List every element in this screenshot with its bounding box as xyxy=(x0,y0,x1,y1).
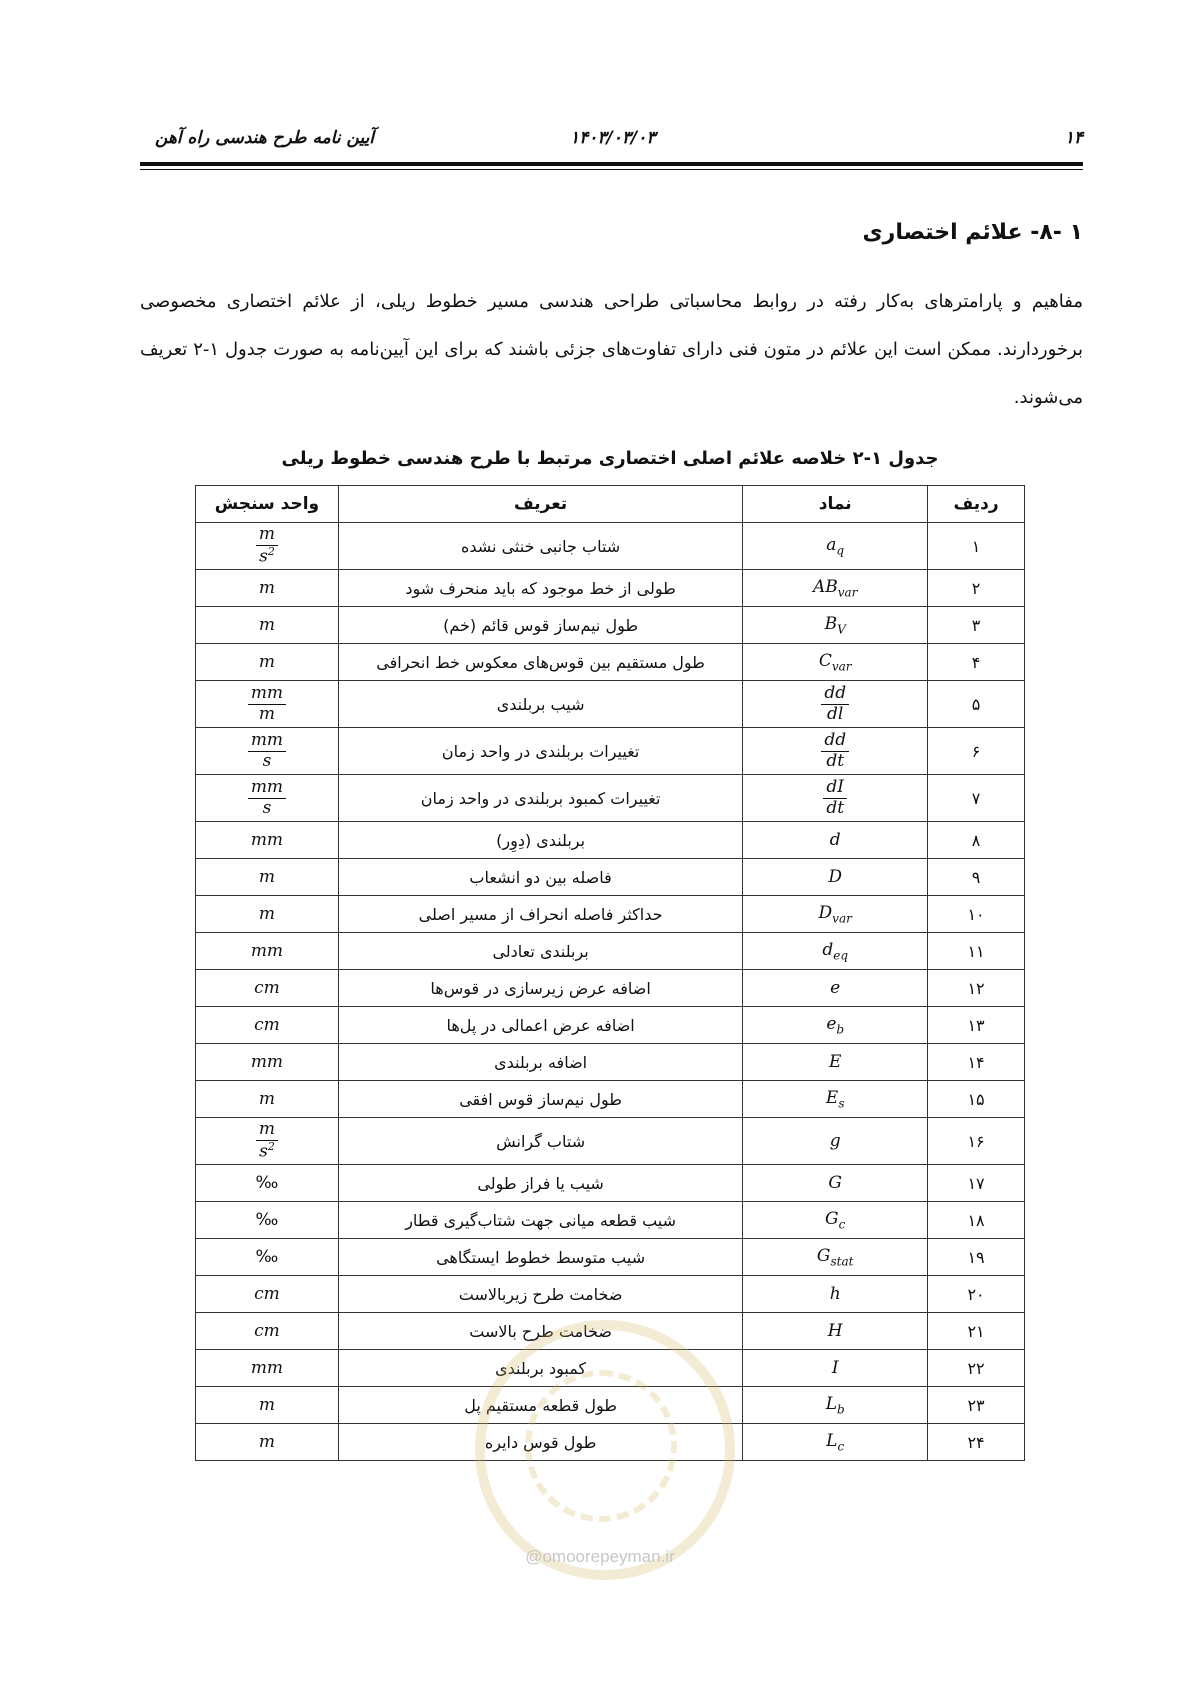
definition-cell: کمبود بربلندی xyxy=(338,1350,742,1387)
definition-cell: شیب قطعه میانی جهت شتاب‌گیری قطار xyxy=(338,1202,742,1239)
symbol-numerator: dI xyxy=(823,778,847,799)
definition-cell: اضافه عرض اعمالی در پل‌ها xyxy=(338,1007,742,1044)
symbols-table xyxy=(195,485,1025,1461)
symbol-cell xyxy=(743,1081,928,1118)
unit-cell xyxy=(196,644,339,681)
table-row xyxy=(196,644,1025,681)
symbol-base: d xyxy=(822,939,834,960)
header-rule-thick xyxy=(140,162,1083,166)
page-number: ۱۴ xyxy=(1064,128,1083,148)
symbol-cell xyxy=(743,775,928,822)
unit-cell xyxy=(196,896,339,933)
unit-cell xyxy=(196,1202,339,1239)
symbol-cell xyxy=(743,1044,928,1081)
unit-numerator: mm xyxy=(248,731,286,752)
row-number: ۱۶ xyxy=(928,1118,1025,1165)
row-number: ۱۰ xyxy=(928,896,1025,933)
symbol-cell xyxy=(743,607,928,644)
header-rule-thin xyxy=(140,169,1083,170)
row-number: ۲۴ xyxy=(928,1424,1025,1461)
symbol-fraction xyxy=(821,684,849,724)
row-number: ۷ xyxy=(928,775,1025,822)
watermark-url: @omoorepeyman.ir xyxy=(525,1547,675,1566)
symbol-cell xyxy=(743,1350,928,1387)
row-number: ۱۵ xyxy=(928,1081,1025,1118)
definition-cell: ضخامت طرح زیربالاست xyxy=(338,1276,742,1313)
row-number: ۲۳ xyxy=(928,1387,1025,1424)
symbol-subscript: b xyxy=(836,1022,845,1037)
symbol-base: C xyxy=(818,650,832,671)
unit-value: m xyxy=(258,578,275,598)
unit-numerator: mm xyxy=(248,778,286,799)
symbol-cell xyxy=(743,859,928,896)
definition-cell: طول نیم‌ساز قوس افقی xyxy=(338,1081,742,1118)
definition-cell: طول نیم‌ساز قوس قائم (خم) xyxy=(338,607,742,644)
symbol-subscript: eq xyxy=(833,948,849,963)
definition-cell: تغییرات کمبود بربلندی در واحد زمان xyxy=(338,775,742,822)
symbol-cell xyxy=(743,970,928,1007)
row-number: ۵ xyxy=(928,681,1025,728)
unit-value: m xyxy=(258,904,275,924)
definition-cell: فاصله بین دو انشعاب xyxy=(338,859,742,896)
definition-cell: حداکثر فاصله انحراف از مسیر اصلی xyxy=(338,896,742,933)
row-number: ۱ xyxy=(928,523,1025,570)
symbol-cell xyxy=(743,896,928,933)
symbol-base: e xyxy=(826,1013,837,1034)
symbol-subscript: var xyxy=(831,659,852,674)
symbol-cell xyxy=(743,681,928,728)
unit-value: ‰ xyxy=(255,1210,279,1230)
table-row xyxy=(196,728,1025,775)
unit-cell xyxy=(196,822,339,859)
unit-value: m xyxy=(258,652,275,672)
unit-cell xyxy=(196,681,339,728)
table-row xyxy=(196,822,1025,859)
table-row xyxy=(196,1202,1025,1239)
symbol-numerator: dd xyxy=(821,731,849,752)
unit-value: cm xyxy=(254,1015,280,1035)
row-number: ۱۱ xyxy=(928,933,1025,970)
table-row xyxy=(196,933,1025,970)
unit-value: cm xyxy=(254,1284,280,1304)
definition-cell: طول مستقیم بین قوس‌های معکوس خط انحرافی xyxy=(338,644,742,681)
unit-value: mm xyxy=(250,941,284,961)
symbol-base: G xyxy=(828,1173,842,1193)
symbol-cell xyxy=(743,1007,928,1044)
unit-fraction xyxy=(256,1120,278,1162)
symbol-base: e xyxy=(830,978,841,998)
unit-cell xyxy=(196,1350,339,1387)
definition-cell: شیب متوسط خطوط ایستگاهی xyxy=(338,1239,742,1276)
symbol-base: E xyxy=(828,1052,842,1072)
unit-cell xyxy=(196,1424,339,1461)
definition-cell: بربلندی تعادلی xyxy=(338,933,742,970)
unit-value: cm xyxy=(254,1321,280,1341)
symbol-fraction xyxy=(823,778,847,818)
row-number: ۱۷ xyxy=(928,1165,1025,1202)
table-row xyxy=(196,1044,1025,1081)
symbol-cell xyxy=(743,1239,928,1276)
symbol-subscript: V xyxy=(837,622,846,637)
unit-value: ‰ xyxy=(255,1247,279,1267)
table-row xyxy=(196,1276,1025,1313)
unit-value: m xyxy=(258,1089,275,1109)
symbol-cell xyxy=(743,728,928,775)
unit-numerator: m xyxy=(256,1120,278,1141)
row-number: ۳ xyxy=(928,607,1025,644)
unit-value: mm xyxy=(250,830,284,850)
unit-numerator: m xyxy=(256,525,278,546)
symbol-denominator: dl xyxy=(827,703,844,724)
unit-value: ‰ xyxy=(255,1173,279,1193)
unit-denominator xyxy=(256,546,278,567)
unit-fraction xyxy=(248,778,286,818)
header-unit: واحد سنجش xyxy=(196,486,339,523)
table-row xyxy=(196,570,1025,607)
unit-denominator-base: s xyxy=(259,546,268,567)
symbol-denominator: dt xyxy=(826,750,845,771)
symbol-cell xyxy=(743,933,928,970)
unit-value: mm xyxy=(250,1052,284,1072)
symbol-subscript: stat xyxy=(830,1254,854,1269)
definition-cell: بربلندی (دِوِر) xyxy=(338,822,742,859)
definition-cell: تغییرات بربلندی در واحد زمان xyxy=(338,728,742,775)
unit-cell xyxy=(196,728,339,775)
unit-denominator xyxy=(256,1141,278,1162)
symbol-subscript: b xyxy=(837,1402,845,1417)
symbol-cell xyxy=(743,1118,928,1165)
row-number: ۴ xyxy=(928,644,1025,681)
table-row xyxy=(196,859,1025,896)
watermark-logo xyxy=(475,1320,735,1580)
unit-cell xyxy=(196,523,339,570)
symbol-base: d xyxy=(829,830,841,850)
table-row xyxy=(196,1081,1025,1118)
unit-denominator-base: s xyxy=(262,750,272,771)
definition-cell: شیب بربلندی xyxy=(338,681,742,728)
symbol-cell xyxy=(743,523,928,570)
table-row xyxy=(196,1007,1025,1044)
unit-value: mm xyxy=(250,1358,284,1378)
row-number: ۱۸ xyxy=(928,1202,1025,1239)
symbol-numerator: dd xyxy=(821,684,849,705)
definition-cell: اضافه بربلندی xyxy=(338,1044,742,1081)
row-number: ۲۲ xyxy=(928,1350,1025,1387)
symbol-base: D xyxy=(828,867,843,887)
unit-value: m xyxy=(258,615,275,635)
unit-cell xyxy=(196,970,339,1007)
header-date: ۱۴۰۳/۰۳/۰۳ xyxy=(570,128,656,148)
symbol-cell xyxy=(743,570,928,607)
table-row xyxy=(196,1118,1025,1165)
row-number: ۱۲ xyxy=(928,970,1025,1007)
row-number: ۱۴ xyxy=(928,1044,1025,1081)
unit-cell xyxy=(196,1044,339,1081)
unit-cell xyxy=(196,1081,339,1118)
unit-cell xyxy=(196,1165,339,1202)
table-row xyxy=(196,970,1025,1007)
row-number: ۶ xyxy=(928,728,1025,775)
definition-cell: طول قطعه مستقیم پل xyxy=(338,1387,742,1424)
unit-cell xyxy=(196,607,339,644)
unit-denominator xyxy=(260,799,275,819)
symbol-cell xyxy=(743,1387,928,1424)
definition-cell: شیب یا فراز طولی xyxy=(338,1165,742,1202)
row-number: ۹ xyxy=(928,859,1025,896)
symbol-subscript: q xyxy=(836,543,845,558)
unit-cell xyxy=(196,1313,339,1350)
header-definition: تعریف xyxy=(338,486,742,523)
section-heading: ۱ -۸- علائم اختصاری xyxy=(862,220,1083,245)
unit-cell xyxy=(196,1007,339,1044)
unit-cell xyxy=(196,859,339,896)
symbol-base: D xyxy=(818,902,833,923)
definition-cell: شتاب گرانش xyxy=(338,1118,742,1165)
table-row xyxy=(196,681,1025,728)
table-row xyxy=(196,775,1025,822)
symbol-cell xyxy=(743,644,928,681)
symbol-cell xyxy=(743,822,928,859)
table-row xyxy=(196,896,1025,933)
row-number: ۲۰ xyxy=(928,1276,1025,1313)
symbol-subscript: c xyxy=(838,1217,846,1232)
unit-value: m xyxy=(258,1395,275,1415)
symbol-base: h xyxy=(829,1284,841,1304)
symbol-subscript: c xyxy=(837,1439,845,1454)
symbol-subscript: s xyxy=(838,1096,845,1111)
symbol-cell xyxy=(743,1313,928,1350)
symbol-base: B xyxy=(824,613,838,634)
row-number: ۲۱ xyxy=(928,1313,1025,1350)
unit-fraction xyxy=(248,684,286,724)
table-row xyxy=(196,523,1025,570)
unit-cell xyxy=(196,1276,339,1313)
unit-denominator-base: s xyxy=(262,797,272,818)
header-row-number: ردیف xyxy=(928,486,1025,523)
unit-fraction xyxy=(256,525,278,567)
row-number: ۲ xyxy=(928,570,1025,607)
symbol-base: AB xyxy=(812,576,838,597)
symbol-cell xyxy=(743,1202,928,1239)
symbol-base: G xyxy=(816,1245,831,1266)
unit-denominator-base: s xyxy=(259,1141,268,1162)
symbol-base: L xyxy=(826,1430,838,1451)
symbol-cell xyxy=(743,1276,928,1313)
header-title: آیین نامه طرح هندسی راه آهن xyxy=(155,128,375,148)
unit-value: m xyxy=(258,867,275,887)
unit-cell xyxy=(196,1118,339,1165)
table-row xyxy=(196,607,1025,644)
definition-cell: اضافه عرض زیرسازی در قوس‌ها xyxy=(338,970,742,1007)
symbol-base: g xyxy=(829,1131,841,1151)
symbol-cell xyxy=(743,1165,928,1202)
unit-fraction xyxy=(248,731,286,771)
intro-paragraph: مفاهیم و پارامترهای به‌کار رفته در روابط محاسباتی طراحی هندسی مسیر خطوط ریلی، از علائم اختصاری مخصوصی برخوردارند. ممکن است این علائم در متون فنی دارای تفاوت‌های جزئی باشند که برای این آیین‌نامه به صورت جدول ۱-۲ تعریف می‌شوند. xyxy=(140,291,1083,408)
unit-exponent: 2 xyxy=(267,544,275,558)
symbol-base: a xyxy=(826,534,837,555)
table-header-row xyxy=(196,486,1025,523)
unit-denominator xyxy=(260,752,275,772)
row-number: ۸ xyxy=(928,822,1025,859)
unit-numerator: mm xyxy=(248,684,286,705)
row-number: ۱۹ xyxy=(928,1239,1025,1276)
symbol-base: L xyxy=(825,1393,837,1414)
definition-cell: ضخامت طرح بالاست xyxy=(338,1313,742,1350)
symbol-fraction xyxy=(821,731,849,771)
table-row xyxy=(196,1165,1025,1202)
definition-cell: طول قوس دایره xyxy=(338,1424,742,1461)
unit-cell xyxy=(196,933,339,970)
header-symbol: نماد xyxy=(743,486,928,523)
symbol-denominator: dt xyxy=(826,797,845,818)
unit-exponent: 2 xyxy=(267,1139,275,1153)
unit-value: cm xyxy=(254,978,280,998)
symbol-base: G xyxy=(825,1208,839,1229)
table-caption: جدول ۱-۲ خلاصه علائم اصلی اختصاری مرتبط با طرح هندسی خطوط ریلی xyxy=(281,448,939,469)
symbol-base: E xyxy=(825,1087,839,1108)
table-row xyxy=(196,1239,1025,1276)
unit-cell xyxy=(196,775,339,822)
unit-value: m xyxy=(258,1432,275,1452)
unit-cell xyxy=(196,570,339,607)
definition-cell: شتاب جانبی خنثی نشده xyxy=(338,523,742,570)
symbol-cell xyxy=(743,1424,928,1461)
unit-cell xyxy=(196,1387,339,1424)
symbol-subscript: var xyxy=(832,911,852,926)
unit-cell xyxy=(196,1239,339,1276)
symbol-base: H xyxy=(827,1321,843,1341)
symbol-base: I xyxy=(831,1358,839,1378)
unit-denominator-base: m xyxy=(258,703,275,724)
row-number: ۱۳ xyxy=(928,1007,1025,1044)
unit-denominator xyxy=(256,705,278,725)
definition-cell: طولی از خط موجود که باید منحرف شود xyxy=(338,570,742,607)
symbol-subscript: var xyxy=(837,585,858,600)
